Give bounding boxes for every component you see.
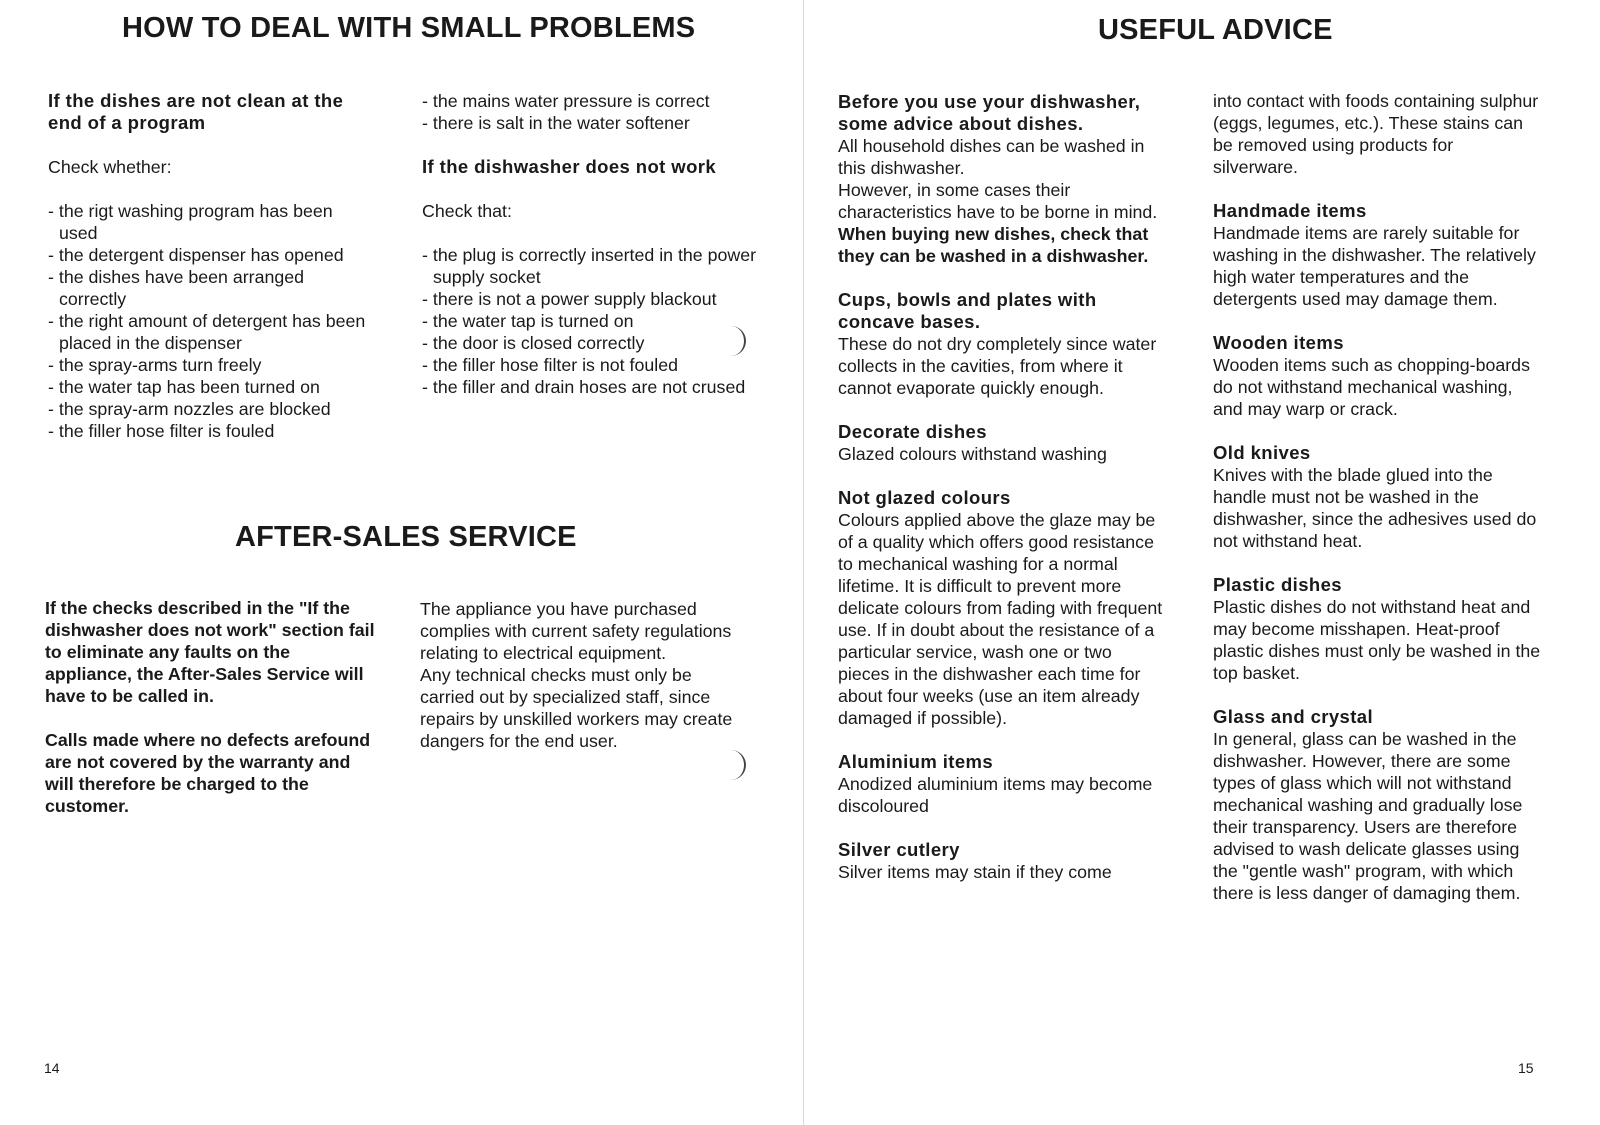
page-title: HOW TO DEAL WITH SMALL PROBLEMS xyxy=(122,12,696,44)
advice-section xyxy=(838,289,1168,399)
advice-section xyxy=(1213,332,1543,420)
page-number: 15 xyxy=(1518,1060,1534,1076)
after-sales-para3: The appliance you have purchased complies with current safety regulations relating to electrical equipment. xyxy=(420,599,732,663)
intro-heading: Before you use your dishwasher, some advice about dishes. xyxy=(838,91,1141,134)
list-item: - the dishes have been arranged correctly xyxy=(48,266,368,310)
list-item: - the door is closed correctly xyxy=(422,332,762,354)
list-item: - the plug is correctly inserted in the power supply socket xyxy=(422,244,762,288)
list-item: - there is not a power supply blackout xyxy=(422,288,762,310)
not-work-intro: Check that: xyxy=(422,201,512,221)
section-text: Glazed colours withstand washing xyxy=(838,444,1107,464)
advice-sections-col2 xyxy=(1213,200,1543,904)
section-text: Plastic dishes do not withstand heat and may become misshapen. Heat-proof plastic dishes must only be washed in the top basket. xyxy=(1213,597,1541,683)
list-item: - the mains water pressure is correct xyxy=(422,90,762,112)
advice-section xyxy=(1213,442,1543,552)
list-item: - the detergent dispenser has opened xyxy=(48,244,368,266)
binder-mark xyxy=(728,750,746,780)
section-text: Wooden items such as chopping-boards do not withstand mechanical washing, and may warp or crack. xyxy=(1213,355,1530,419)
not-clean-list-continued xyxy=(422,90,762,134)
section-heading: Plastic dishes xyxy=(1213,574,1342,595)
section-heading: Handmade items xyxy=(1213,200,1367,221)
not-work-list xyxy=(422,244,762,398)
advice-col2 xyxy=(1213,90,1543,904)
list-item: - the filler hose filter is fouled xyxy=(48,420,368,442)
list-item: - the spray-arms turn freely xyxy=(48,354,368,376)
page-spine xyxy=(803,0,804,1125)
after-sales-title: AFTER-SALES SERVICE xyxy=(235,521,577,553)
page-title: USEFUL ADVICE xyxy=(1098,14,1333,46)
section-heading: Cups, bowls and plates with concave bases. xyxy=(838,289,1097,332)
section-text: Anodized aluminium items may become discoloured xyxy=(838,774,1153,816)
right-page xyxy=(806,0,1600,1125)
advice-section xyxy=(1213,574,1543,684)
section-heading: Aluminium items xyxy=(838,751,994,772)
not-work-section xyxy=(422,90,762,398)
after-sales-para1: If the checks described in the "If the dishwasher does not work" section fail to eliminate any faults on the appliance, the After-Sales Service will have to be called in. xyxy=(45,598,375,706)
advice-section xyxy=(838,487,1168,729)
page-number: 14 xyxy=(44,1060,60,1076)
list-item: - the rigt washing program has been used xyxy=(48,200,368,244)
list-item: - the filler hose filter is not fouled xyxy=(422,354,762,376)
advice-section xyxy=(1213,706,1543,904)
section-text: Knives with the blade glued into the handle must not be washed in the dishwasher, since the adhesives used do not withstand heat. xyxy=(1213,465,1537,551)
intro-text2: However, in some cases their characteristics have to be borne in mind. xyxy=(838,180,1158,222)
advice-section xyxy=(838,421,1168,465)
list-item: - the water tap is turned on xyxy=(422,310,762,332)
after-sales-col2 xyxy=(420,598,740,752)
silver-continued: into contact with foods containing sulphur (eggs, legumes, etc.). These stains can be removed using products for silverware. xyxy=(1213,91,1539,177)
advice-section xyxy=(1213,200,1543,310)
not-clean-intro: Check whether: xyxy=(48,157,172,177)
section-heading: Wooden items xyxy=(1213,332,1344,353)
list-item: - the right amount of detergent has been placed in the dispenser xyxy=(48,310,368,354)
not-clean-section xyxy=(48,90,368,442)
list-item: - the filler and drain hoses are not crused xyxy=(422,376,762,398)
after-sales-para2: Calls made where no defects arefound are not covered by the warranty and will therefore be charged to the customer. xyxy=(45,730,371,816)
section-text: Handmade items are rarely suitable for washing in the dishwasher. The relatively high water temperatures and the detergents used may damage them. xyxy=(1213,223,1536,309)
section-heading: Decorate dishes xyxy=(838,421,987,442)
list-item: - the water tap has been turned on xyxy=(48,376,368,398)
advice-col1 xyxy=(838,91,1168,883)
section-text: These do not dry completely since water collects in the cavities, from where it cannot evaporate quickly enough. xyxy=(838,334,1157,398)
section-text: In general, glass can be washed in the dishwasher. However, there are some types of glass which will not withstand mechanical washing and gradually lose their transparency. Users are therefore advised to wash delicate glasses using the "gentle wash" program, with which there is less danger of damaging them. xyxy=(1213,729,1523,903)
not-clean-list xyxy=(48,200,368,442)
not-work-heading: If the dishwasher does not work xyxy=(422,156,717,177)
list-item: - the spray-arm nozzles are blocked xyxy=(48,398,368,420)
advice-section xyxy=(838,751,1168,817)
advice-section xyxy=(838,839,1168,883)
intro-text1: All household dishes can be washed in this dishwasher. xyxy=(838,136,1145,178)
section-heading: Old knives xyxy=(1213,442,1311,463)
list-item: - there is salt in the water softener xyxy=(422,112,762,134)
section-heading: Glass and crystal xyxy=(1213,706,1374,727)
intro-bold: When buying new dishes, check that they can be washed in a dishwasher. xyxy=(838,224,1149,266)
advice-sections-col1 xyxy=(838,289,1168,883)
after-sales-col1 xyxy=(45,597,375,817)
section-heading: Silver cutlery xyxy=(838,839,960,860)
section-text: Silver items may stain if they come xyxy=(838,862,1112,882)
not-clean-heading: If the dishes are not clean at the end of a program xyxy=(48,90,344,133)
after-sales-para4: Any technical checks must only be carried out by specialized staff, since repairs by unskilled workers may create dangers for the end user. xyxy=(420,665,733,751)
section-heading: Not glazed colours xyxy=(838,487,1011,508)
section-text: Colours applied above the glaze may be of a quality which offers good resistance to mechanical washing for a normal lifetime. It is difficult to prevent more delicate colours from fading with frequent use. If in doubt about the resistance of a particular service, wash one or two pieces in the dishwasher each time for about four weeks (use an item already damaged if possible). xyxy=(838,510,1163,728)
